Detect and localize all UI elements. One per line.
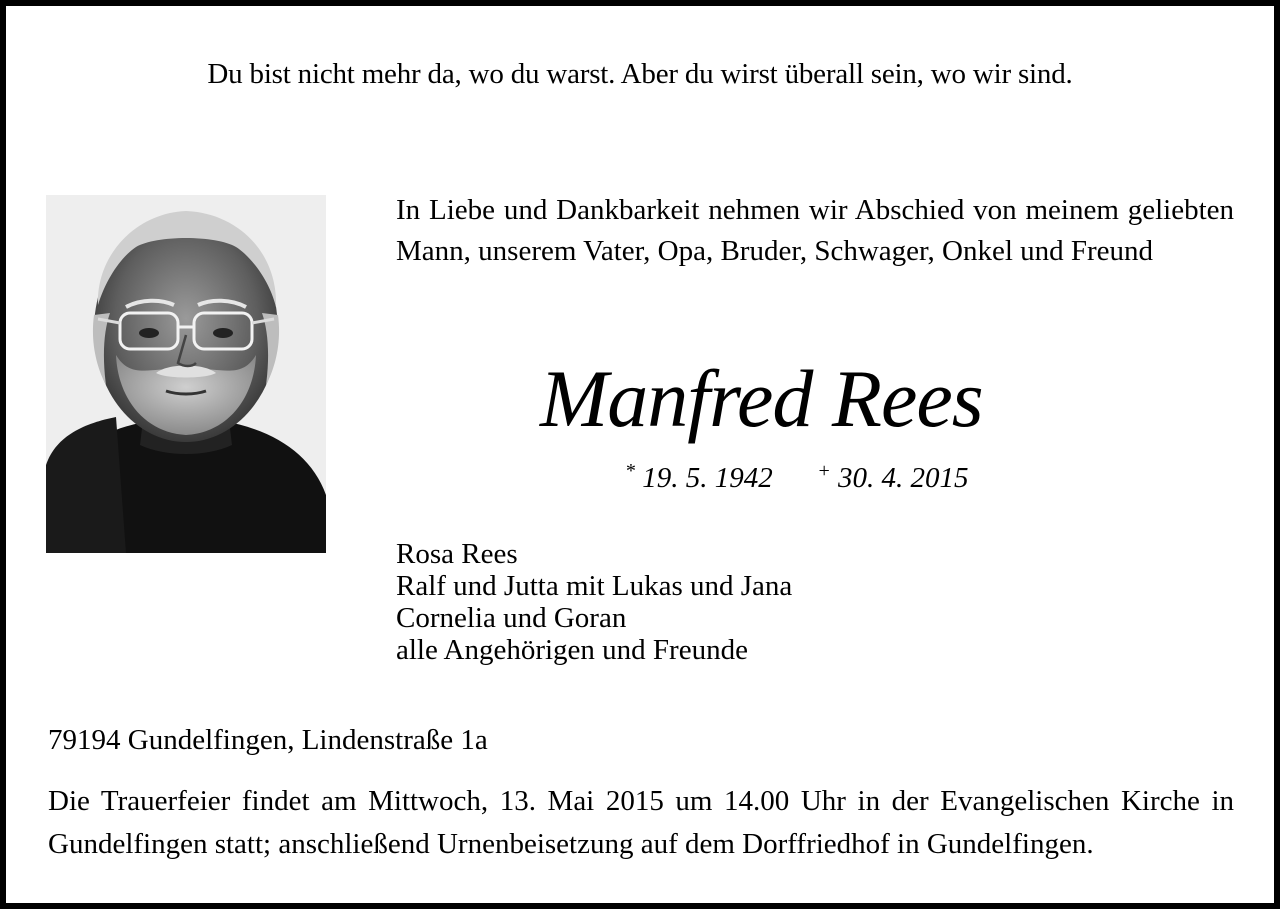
birth-date: 19. 5. 1942 bbox=[642, 462, 773, 494]
motto-line: Du bist nicht mehr da, wo du warst. Aber du wirst überall sein, wo wir sind. bbox=[207, 58, 1073, 90]
mourner-line: Rosa Rees bbox=[396, 538, 518, 570]
portrait-photo bbox=[46, 195, 326, 553]
funeral-details: Die Trauerfeier findet am Mittwoch, 13. Mai 2015 um 14.00 Uhr in der Evangelischen Kirche in Gundelfingen statt; anschließend Urnenbeisetzung auf dem Dorffriedhof in Gundelfingen. bbox=[48, 785, 1234, 860]
life-dates bbox=[625, 460, 969, 495]
death-symbol: + bbox=[817, 460, 831, 482]
mourners-list bbox=[396, 538, 792, 666]
address-line: 79194 Gundelfingen, Lindenstraße 1a bbox=[48, 724, 488, 756]
deceased-name: Manfred Rees bbox=[540, 353, 983, 444]
mourner-line: Ralf und Jutta mit Lukas und Jana bbox=[396, 570, 793, 602]
mourner-line: alle Angehörigen und Freunde bbox=[396, 634, 748, 666]
intro-text: In Liebe und Dankbarkeit nehmen wir Abschied von meinem geliebten Mann, unserem Vater, Opa, Bruder, Schwager, Onkel und Freund bbox=[396, 194, 1234, 267]
death-date: 30. 4. 2015 bbox=[838, 462, 969, 494]
mourner-line: Cornelia und Goran bbox=[396, 602, 627, 634]
birth-symbol: * bbox=[625, 460, 635, 482]
